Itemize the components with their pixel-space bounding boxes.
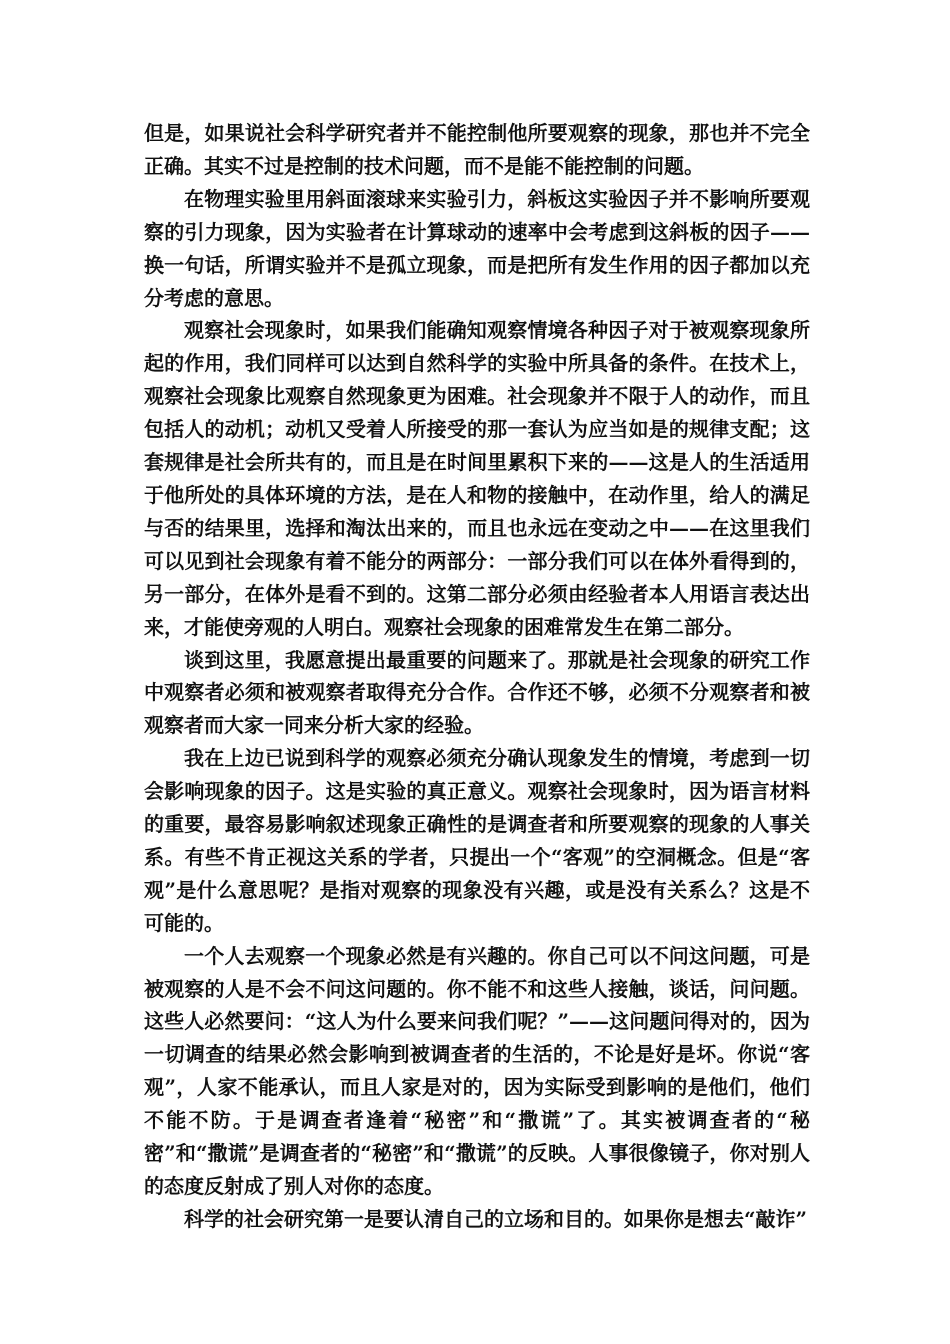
body-text bbox=[144, 117, 810, 1236]
paragraph-3: 观察社会现象时，如果我们能确知观察情境各种因子对于被观察现象所起的作用，我们同样可以达到自然科学的实验中所具备的条件。在技术上，观察社会现象比观察自然现象更为困难。社会现象并不限于人的动作，而且包括人的动机；动机又受着人所接受的那一套认为应当如是的规律支配；这套规律是社会所共有的，而且是在时间里累积下来的——这是人的生活适用于他所处的具体环境的方法，是在人和物的接触中，在动作里，给人的满足与否的结果里，选择和淘汰出来的，而且也永远在变动之中——在这里我们可以见到社会现象有着不能分的两部分：一部分我们可以在体外看得到的，另一部分，在体外是看不到的。这第二部分必须由经验者本人用语言表达出来，才能使旁观的人明白。观察社会现象的困难常发生在第二部分。 bbox=[144, 318, 810, 639]
paragraph-6: 一个人去观察一个现象必然是有兴趣的。你自己可以不问这问题，可是被观察的人是不会不问这问题的。你不能不和这些人接触，谈话，问问题。这些人必然要问：“这人为什么要来问我们呢？”——这问题问得对的，因为一切调查的结果必然会影响到被调查者的生活的，不论是好是坏。你说“客观”，人家不能承认，而且人家是对的，因为实际受到影响的是他们，他们不能不防。于是调查者逢着“秘密”和“撒谎”了。其实被调查者的“秘密”和“撒谎”是调查者的“秘密”和“撒谎”的反映。人事很像镜子，你对别人的态度反射成了别人对你的态度。 bbox=[144, 943, 810, 1198]
paragraph-1: 但是，如果说社会科学研究者并不能控制他所要观察的现象，那也并不完全正确。其实不过是控制的技术问题，而不是能不能控制的问题。 bbox=[144, 121, 810, 178]
paragraph-7: 科学的社会研究第一是要认清自己的立场和目的。如果你是想去“敲诈” bbox=[184, 1206, 808, 1231]
paragraph-4: 谈到这里，我愿意提出最重要的问题来了。那就是社会现象的研究工作中观察者必须和被观察者取得充分合作。合作还不够，必须不分观察者和被观察者而大家一同来分析大家的经验。 bbox=[144, 647, 810, 738]
paragraph-2: 在物理实验里用斜面滚球来实验引力，斜板这实验因子并不影响所要观察的引力现象，因为实验者在计算球动的速率中会考虑到这斜板的因子——换一句话，所谓实验并不是孤立现象，而是把所有发生作用的因子都加以充分考虑的意思。 bbox=[144, 186, 810, 310]
paragraph-5: 我在上边已说到科学的观察必须充分确认现象发生的情境，考虑到一切会影响现象的因子。这是实验的真正意义。观察社会现象时，因为语言材料的重要，最容易影响叙述现象正确性的是调查者和所要观察的现象的人事关系。有些不肯正视这关系的学者，只提出一个“客观”的空洞概念。但是“客观”是什么意思呢？是指对观察的现象没有兴趣，或是没有关系么？这是不可能的。 bbox=[144, 746, 810, 935]
